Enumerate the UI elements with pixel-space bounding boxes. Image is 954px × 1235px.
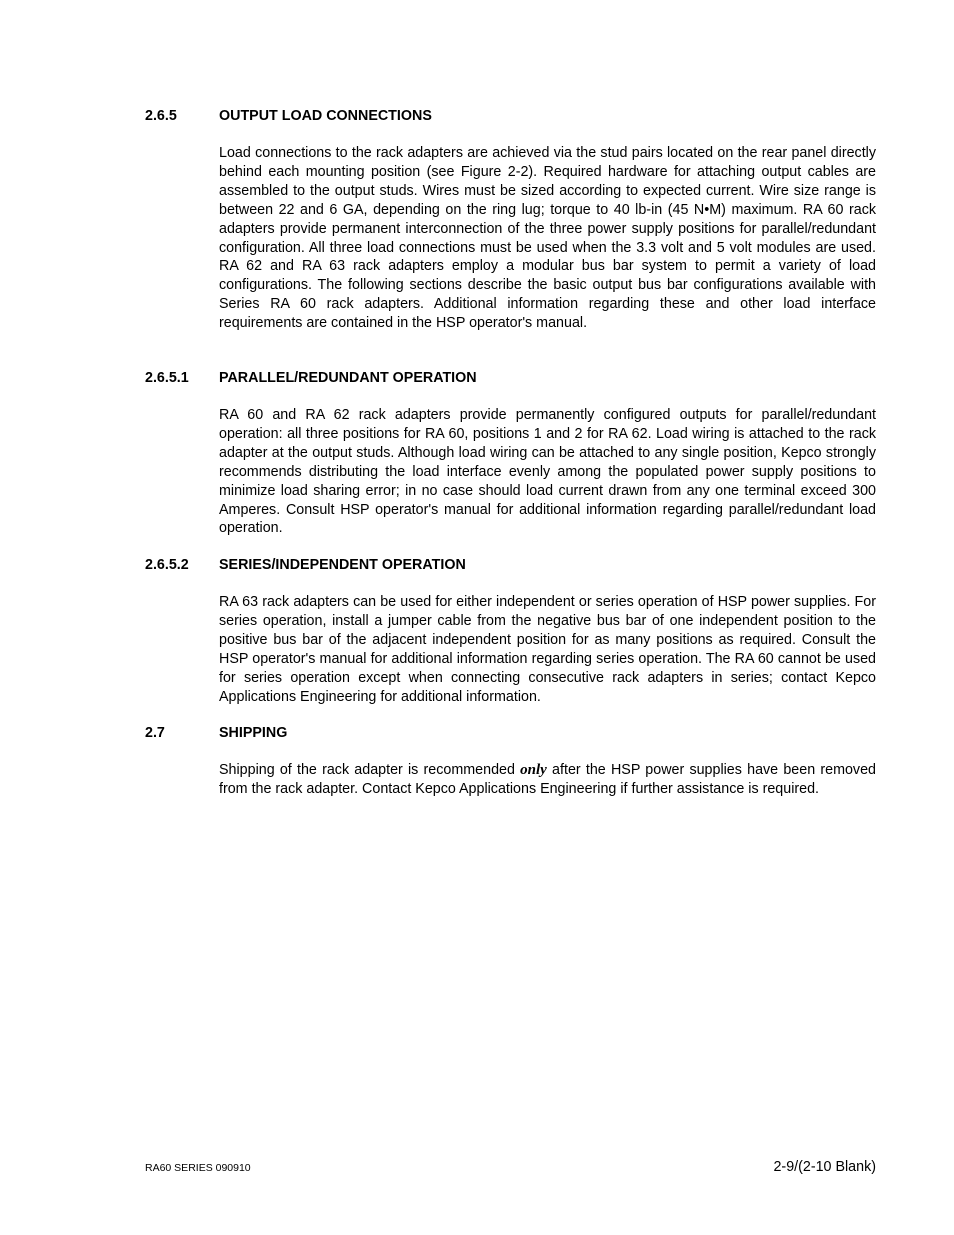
section-2-6-5-2 <box>145 556 876 706</box>
section-number: 2.6.5 <box>145 108 177 124</box>
body-text-end: after the HSP power supplies have been removed from the rack adapter. Contact Kepco Applications Engineering if further assistance is required. <box>219 762 876 797</box>
section-body <box>219 761 876 799</box>
section-title: OUTPUT LOAD CONNECTIONS <box>219 108 432 124</box>
section-number: 2.6.5.1 <box>145 370 189 386</box>
section-2-6-5 <box>145 107 876 333</box>
section-heading <box>145 556 876 574</box>
section-title: SHIPPING <box>219 725 288 741</box>
section-heading <box>145 369 876 387</box>
section-number: 2.6.5.2 <box>145 557 189 573</box>
footer-document-id: RA60 SERIES 090910 <box>145 1162 251 1174</box>
section-number: 2.7 <box>145 725 165 741</box>
section-2-7 <box>145 724 876 799</box>
section-heading <box>145 724 876 742</box>
emphasis-only: only <box>520 762 547 778</box>
section-title: SERIES/INDEPENDENT OPERATION <box>219 557 466 573</box>
footer-page-number: 2-9/(2-10 Blank) <box>773 1159 876 1175</box>
section-body: RA 63 rack adapters can be used for either independent or series operation of HSP power supplies. For series operation, install a jumper cable from the negative bus bar of one independent position to the positive bus bar of the adjacent independent position for as many positions as required. Consult the HSP operator's manual for additional information regarding series operation. The RA 60 cannot be used for series operation except when connecting consecutive rack adapters in series; contact Kepco Applications Engineering for additional information. <box>219 594 876 705</box>
section-body: RA 60 and RA 62 rack adapters provide permanently configured outputs for parallel/redundant operation: all three positions for RA 60, positions 1 and 2 for RA 62. Load wiring is attached to the rack adapter at the output studs. Although load wiring can be attached to any single position, Kepco strongly recommends distributing the load interface evenly among the populated power supply positions to minimize load sharing error; in no case should load current drawn from any one terminal exceed 300 Amperes. Consult HSP operator's manual for additional information regarding parallel/redundant load operation. <box>219 407 876 537</box>
section-heading <box>145 107 876 125</box>
section-2-6-5-1 <box>145 369 876 538</box>
section-body: Load connections to the rack adapters are achieved via the stud pairs located on the rear panel directly behind each mounting position (see Figure 2-2). Required hardware for attaching output cables are assembled to the output studs. Wires must be sized according to expected current. Wire size range is between 22 and 6 GA, depending on the ring lug; torque to 40 lb-in (45 N•M) maximum. RA 60 rack adapters provide permanent interconnection of the three power supply positions for parallel/redundant configuration. All three load connections must be used when the 3.3 volt and 5 volt modules are used. RA 62 and RA 63 rack adapters employ a modular bus bar system to permit a variety of load configurations. The following sections describe the basic output bus bar configurations available with Series RA 60 rack adapters. Additional information regarding these and other load interface requirements are contained in the HSP operator's manual. <box>219 145 876 332</box>
body-text-start: Shipping of the rack adapter is recommended <box>219 762 515 778</box>
section-title: PARALLEL/REDUNDANT OPERATION <box>219 370 477 386</box>
